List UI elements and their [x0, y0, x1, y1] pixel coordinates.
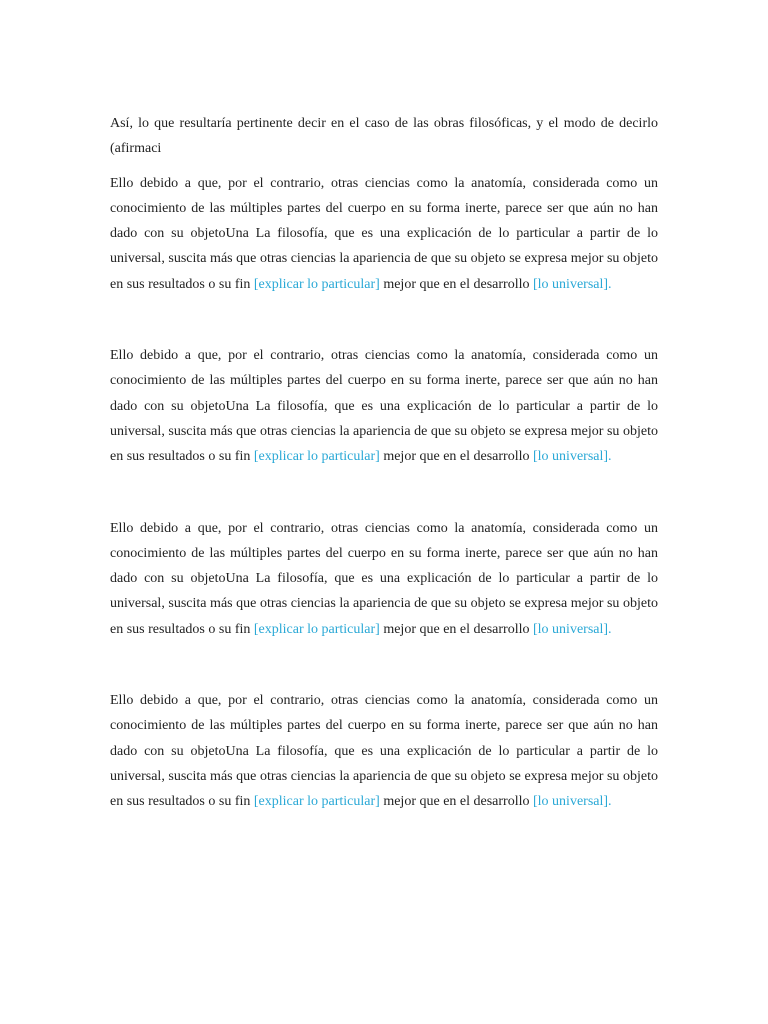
- link-lo-universal[interactable]: [lo universal].: [533, 621, 612, 637]
- link-explicar-lo-particular[interactable]: [explicar lo particular]: [253, 276, 380, 292]
- paragraph-text-middle: mejor que en el desarrollo: [379, 449, 533, 465]
- paragraph-text-middle: mejor que en el desarrollo: [379, 276, 533, 292]
- link-lo-universal[interactable]: [lo universal].: [533, 276, 612, 292]
- paragraph-text: Ello debido a que, por el contrario, otras ciencias como la anatomía, considerada como un conocimiento de las múltiples partes del cuerpo en su forma inerte, parece ser que aún no han dado con su objetoUna La filosofía, que es una explicación de lo particular a partir de lo universal, suscita más que otras ciencias la apariencia de que su objeto se expresa mejor su objeto en sus resultados o su fin: [110, 693, 658, 810]
- paragraph-text: Ello debido a que, por el contrario, otras ciencias como la anatomía, considerada como un conocimiento de las múltiples partes del cuerpo en su forma inerte, parece ser que aún no han dado con su objetoUna La filosofía, que es una explicación de lo particular a partir de lo universal, suscita más que otras ciencias la apariencia de que su objeto se expresa mejor su objeto en sus resultados o su fin: [110, 348, 658, 465]
- link-lo-universal[interactable]: [lo universal].: [533, 449, 612, 465]
- paragraph-text: Ello debido a que, por el contrario, otras ciencias como la anatomía, considerada como un conocimiento de las múltiples partes del cuerpo en su forma inerte, parece ser que aún no han dado con su objetoUna La filosofía, que es una explicación de lo particular a partir de lo universal, suscita más que otras ciencias la apariencia de que su objeto se expresa mejor su objeto en sus resultados o su fin: [110, 175, 658, 292]
- link-explicar-lo-particular[interactable]: [explicar lo particular]: [253, 794, 380, 810]
- paragraph-text-middle: mejor que en el desarrollo: [379, 621, 533, 637]
- body-paragraph-4: [110, 688, 658, 814]
- paragraph-text-middle: mejor que en el desarrollo: [379, 794, 533, 810]
- body-paragraph-3: [110, 516, 658, 642]
- link-explicar-lo-particular[interactable]: [explicar lo particular]: [253, 449, 380, 465]
- body-paragraph-1: [110, 171, 658, 297]
- link-explicar-lo-particular[interactable]: [explicar lo particular]: [253, 621, 380, 637]
- intro-paragraph: Así, lo que resultaría pertinente decir en el caso de las obras filosóficas, y el modo de decirlo (afirmaci: [110, 116, 658, 157]
- paragraph-text: Ello debido a que, por el contrario, otras ciencias como la anatomía, considerada como un conocimiento de las múltiples partes del cuerpo en su forma inerte, parece ser que aún no han dado con su objetoUna La filosofía, que es una explicación de lo particular a partir de lo universal, suscita más que otras ciencias la apariencia de que su objeto se expresa mejor su objeto en sus resultados o su fin: [110, 520, 658, 637]
- body-paragraph-2: [110, 343, 658, 469]
- link-lo-universal[interactable]: [lo universal].: [533, 794, 612, 810]
